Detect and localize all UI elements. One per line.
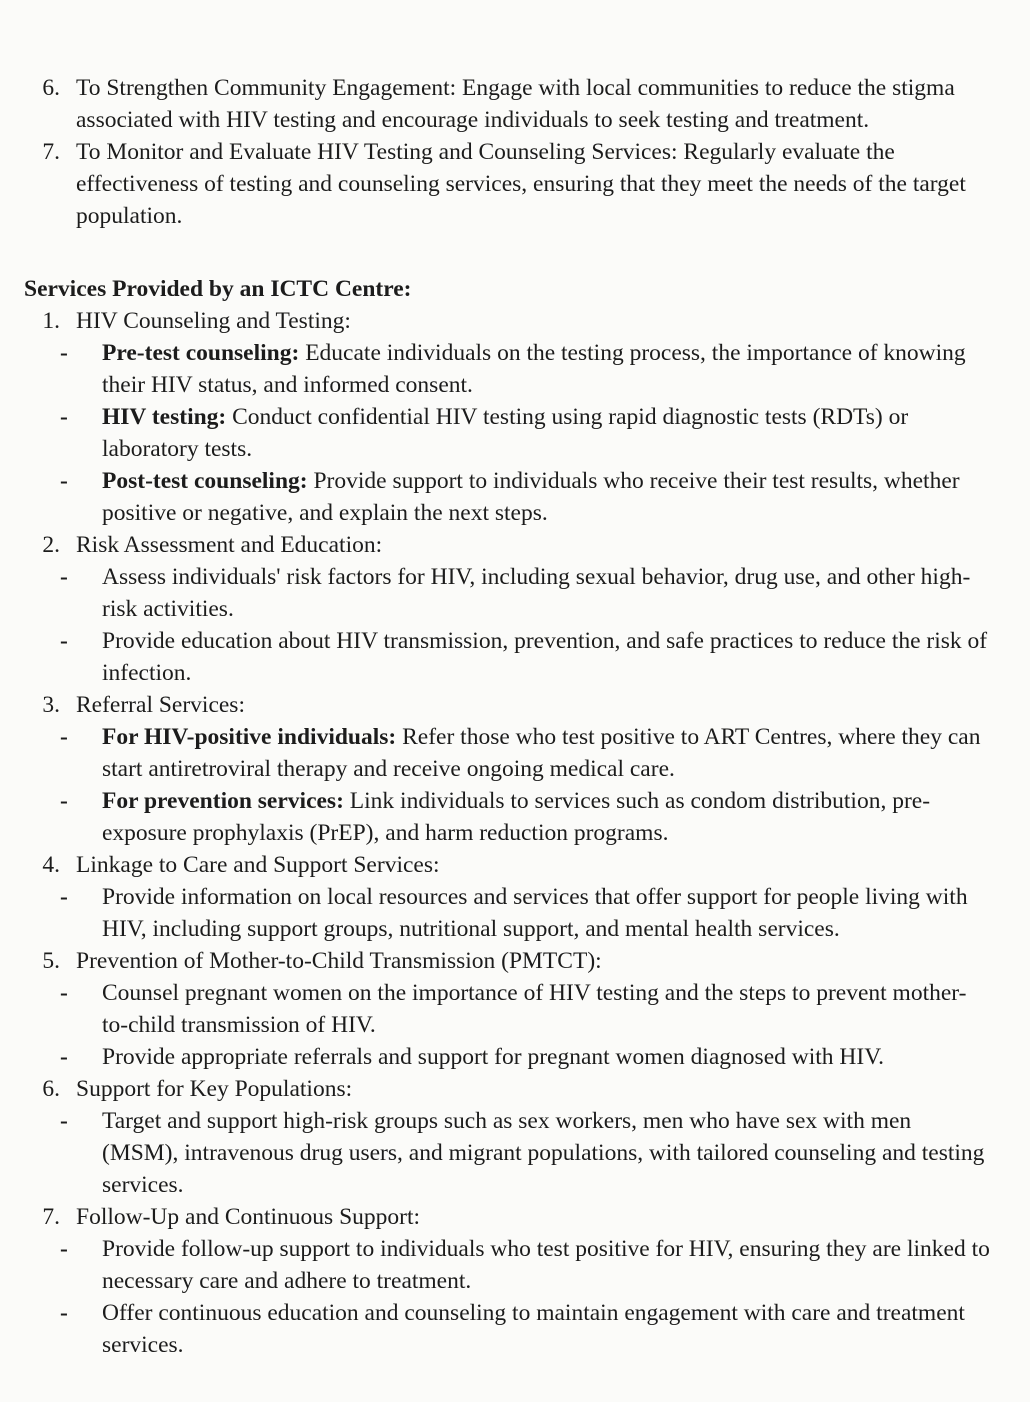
bullet-item xyxy=(24,1041,990,1073)
service-section xyxy=(24,689,990,849)
service-number: 5. xyxy=(42,948,60,974)
bullet-item xyxy=(24,977,990,1041)
service-title-row xyxy=(24,1073,990,1105)
service-bullets xyxy=(24,721,990,849)
bullet-item xyxy=(24,561,990,625)
service-title: HIV Counseling and Testing: xyxy=(76,308,351,334)
service-section xyxy=(24,945,990,1073)
service-bullets xyxy=(24,881,990,945)
services-list xyxy=(24,305,990,1361)
bullet-text: Provide support to individuals who receive their test results, whether positive or negative, and explain the next steps. xyxy=(102,468,960,526)
service-title: Linkage to Care and Support Services: xyxy=(76,852,440,878)
dash-marker: - xyxy=(60,340,68,366)
service-bullets xyxy=(24,1233,990,1361)
bullet-text: Link individuals to services such as condom distribution, pre-exposure prophylaxis (PrEP), and harm reduction programs. xyxy=(102,788,931,846)
dash-marker: - xyxy=(60,1300,68,1326)
service-title-row xyxy=(24,945,990,977)
objective-number: 7. xyxy=(42,139,60,165)
bullet-item xyxy=(24,465,990,529)
service-section xyxy=(24,1073,990,1201)
service-title: Follow-Up and Continuous Support: xyxy=(76,1204,421,1230)
service-title-row xyxy=(24,689,990,721)
service-bullets xyxy=(24,1105,990,1201)
bullet-text: Target and support high-risk groups such as sex workers, men who have sex with men (MSM), intravenous drug users, and migrant populations, with tailored counseling and testing services. xyxy=(102,1108,985,1198)
objective-item xyxy=(24,72,990,136)
bullet-item xyxy=(24,1297,990,1361)
bullet-item xyxy=(24,625,990,689)
bullet-text: Assess individuals' risk factors for HIV, including sexual behavior, drug use, and other high-risk activities. xyxy=(102,564,971,622)
bullet-lead: For HIV-positive individuals: xyxy=(102,724,397,750)
dash-marker: - xyxy=(60,980,68,1006)
bullet-text: Refer those who test positive to ART Centres, where they can start antiretroviral therapy and receive ongoing medical care. xyxy=(102,724,981,782)
service-section xyxy=(24,305,990,529)
service-section xyxy=(24,1201,990,1361)
bullet-lead: Pre-test counseling: xyxy=(102,340,300,366)
service-title-row xyxy=(24,849,990,881)
bullet-text: Counsel pregnant women on the importance of HIV testing and the steps to prevent mother-to-child transmission of HIV. xyxy=(102,980,967,1038)
bullet-text: Provide information on local resources and services that offer support for people living with HIV, including support groups, nutritional support, and mental health services. xyxy=(102,884,968,942)
bullet-item xyxy=(24,337,990,401)
bullet-lead: HIV testing: xyxy=(102,404,227,430)
bullet-item xyxy=(24,785,990,849)
bullet-text: Conduct confidential HIV testing using rapid diagnostic tests (RDTs) or laboratory tests. xyxy=(102,404,909,462)
service-title-row xyxy=(24,529,990,561)
dash-marker: - xyxy=(60,1044,68,1070)
service-number: 1. xyxy=(42,308,60,334)
bullet-item xyxy=(24,881,990,945)
bullet-lead: Post-test counseling: xyxy=(102,468,308,494)
dash-marker: - xyxy=(60,404,68,430)
service-title: Referral Services: xyxy=(76,692,245,718)
service-title-row xyxy=(24,1201,990,1233)
bullet-item xyxy=(24,401,990,465)
dash-marker: - xyxy=(60,788,68,814)
dash-marker: - xyxy=(60,1108,68,1134)
service-bullets xyxy=(24,561,990,689)
dash-marker: - xyxy=(60,628,68,654)
service-number: 7. xyxy=(42,1204,60,1230)
objective-text: To Monitor and Evaluate HIV Testing and Counseling Services: Regularly evaluate the effectiveness of testing and counseling services, ensuring that they meet the needs of the target population. xyxy=(76,139,966,229)
objective-text: To Strengthen Community Engagement: Engage with local communities to reduce the stigma associated with HIV testing and encourage individuals to seek testing and treatment. xyxy=(76,75,955,133)
dash-marker: - xyxy=(60,724,68,750)
objectives-list xyxy=(24,72,990,232)
section-heading: Services Provided by an ICTC Centre: xyxy=(24,276,412,302)
service-number: 4. xyxy=(42,852,60,878)
bullet-item xyxy=(24,1233,990,1297)
service-section xyxy=(24,529,990,689)
dash-marker: - xyxy=(60,564,68,590)
bullet-lead: For prevention services: xyxy=(102,788,344,814)
service-title: Risk Assessment and Education: xyxy=(76,532,383,558)
service-title-row xyxy=(24,305,990,337)
bullet-text: Provide education about HIV transmission, prevention, and safe practices to reduce the risk of infection. xyxy=(102,628,988,686)
dash-marker: - xyxy=(60,468,68,494)
dash-marker: - xyxy=(60,884,68,910)
objective-number: 6. xyxy=(42,75,60,101)
service-number: 2. xyxy=(42,532,60,558)
bullet-item xyxy=(24,1105,990,1201)
service-bullets xyxy=(24,977,990,1073)
bullet-text: Offer continuous education and counseling to maintain engagement with care and treatment services. xyxy=(102,1300,965,1358)
service-bullets xyxy=(24,337,990,529)
service-number: 3. xyxy=(42,692,60,718)
bullet-item xyxy=(24,721,990,785)
objective-item xyxy=(24,136,990,232)
dash-marker: - xyxy=(60,1236,68,1262)
service-number: 6. xyxy=(42,1076,60,1102)
bullet-text: Provide appropriate referrals and support for pregnant women diagnosed with HIV. xyxy=(102,1044,885,1070)
bullet-text: Provide follow-up support to individuals who test positive for HIV, ensuring they are linked to necessary care and adhere to treatment. xyxy=(102,1236,990,1294)
service-title: Prevention of Mother-to-Child Transmission (PMTCT): xyxy=(76,948,602,974)
bullet-text: Educate individuals on the testing process, the importance of knowing their HIV status, and informed consent. xyxy=(102,340,966,398)
service-section xyxy=(24,849,990,945)
service-title: Support for Key Populations: xyxy=(76,1076,353,1102)
